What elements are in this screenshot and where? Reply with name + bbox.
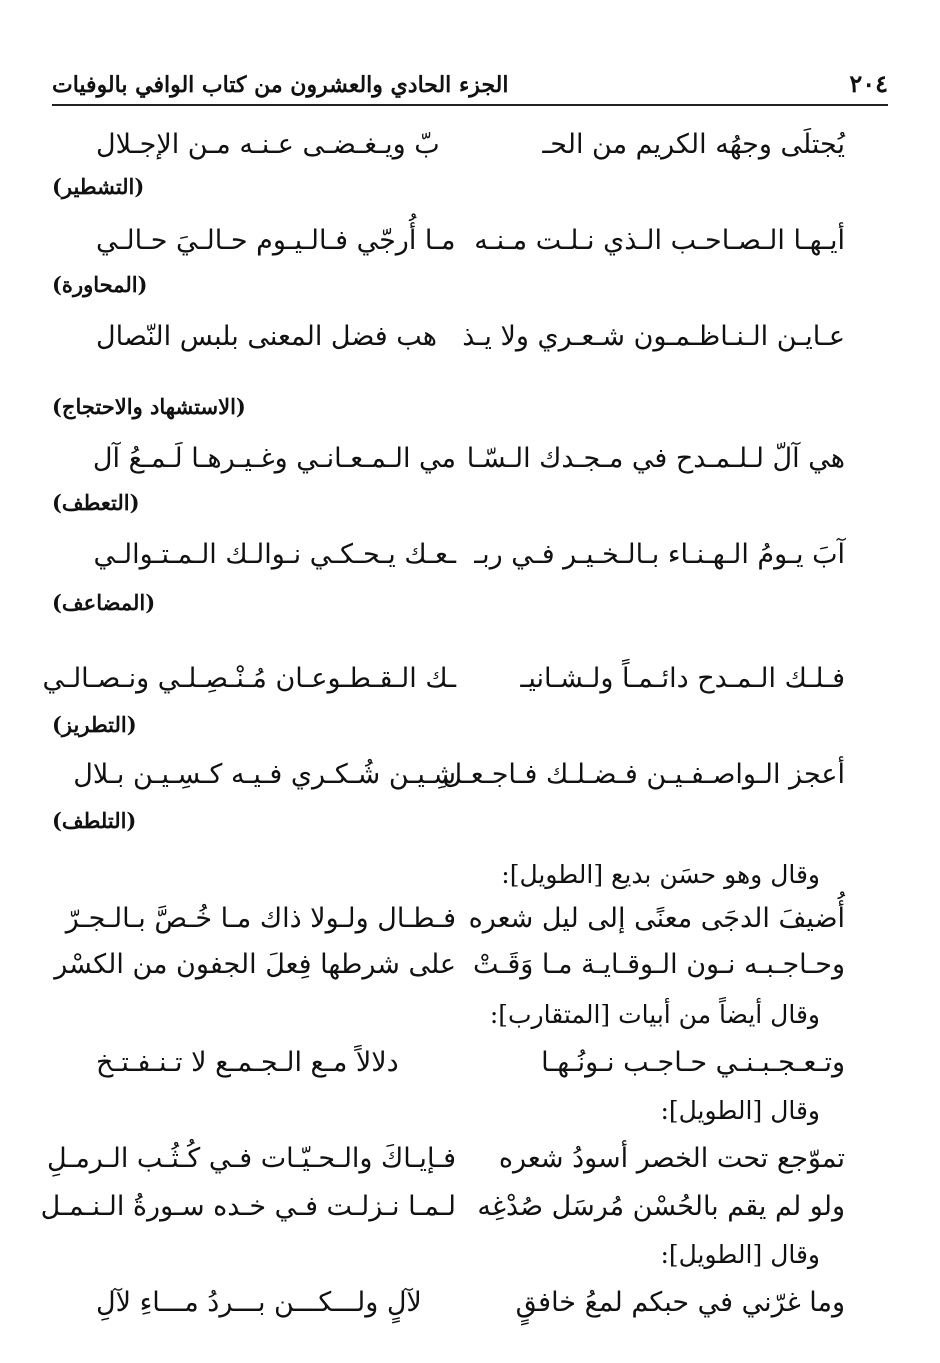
section-intro: وقال وهو حسَن بديع [الطويل]: <box>501 860 820 889</box>
verse-second-hemistich: ـك الـقـطـوعـان مُـنْـصِـلـي ونـصـالـي <box>42 663 456 694</box>
verse-line <box>52 436 845 482</box>
verse-line <box>52 1280 845 1326</box>
verse-line <box>52 1040 845 1086</box>
device-label: (التطريز) <box>52 712 137 737</box>
device-label: (المضاعف) <box>52 590 156 615</box>
verse-second-hemistich: على شرطها فِعلَ الجفون من الكسْر <box>54 949 456 980</box>
verse-line <box>46 1136 845 1182</box>
verse-second-hemistich: هب فضل المعنى بلبس النّصال <box>96 321 438 352</box>
verse-line <box>52 752 845 798</box>
verse-second-hemistich: مـا أُرجّي فـالـيـوم حـالـيَ حـالـي <box>96 225 456 256</box>
section-intro: وقال [الطويل]: <box>660 1096 820 1125</box>
verse-line <box>52 122 845 168</box>
verse-first-hemistich: وتـعـجـبـنـي حـاجـب نـونُـهـا <box>541 1047 845 1078</box>
verse-line <box>52 896 845 942</box>
section-intro: وقال [الطويل]: <box>660 1240 820 1269</box>
verse-first-hemistich: تموّجع تحت الخصر أسودُ شعره <box>498 1143 845 1174</box>
page-header <box>52 58 888 106</box>
verse-second-hemistich: دلالاً مـع الـجـمـع لا تـنـفـتـخ <box>96 1047 399 1078</box>
device-label: (التعطف) <box>52 490 140 515</box>
verse-first-hemistich: أعجز الـواصـفـيـن فـضـلـك فـاجـعـل <box>442 759 845 790</box>
verse-line <box>52 532 845 578</box>
verse-first-hemistich: وحـاجـبـه نـون الـوقـايـة مـا وَقَـتْ <box>472 949 845 980</box>
verse-first-hemistich: أيـهـا الـصـاحـب الـذي نـلـت مـنـه <box>474 225 845 256</box>
verse-second-hemistich: لـمـا نـزلـت فـي خـده سـورةُ الـنـمـل <box>40 1191 456 1222</box>
verse-first-hemistich: فـلـك الـمـدح دائـمـاً ولـشـانيـ <box>520 663 845 694</box>
verse-first-hemistich: يُجتلَى وجهُه الكريم من الحـ <box>542 129 845 160</box>
page-number: ٢٠٤ <box>849 69 888 98</box>
verse-second-hemistich: فـإيـاكَ والـحـيّـات فـي كُـثُـب الـرمـلِ <box>46 1143 456 1174</box>
verse-second-hemistich: فـطـال ولـولا ذاك مـا خُـصَّ بـالـجـرّ <box>65 903 456 934</box>
device-label: (الاستشهاد والاحتجاج) <box>52 394 246 419</box>
verse-first-hemistich: ولو لم يقم بالحُسْن مُرسَل صُدْغِه <box>477 1191 845 1222</box>
device-label: (المحاورة) <box>52 272 148 297</box>
verse-first-hemistich: عـايـن الـنـاظـمـون شـعـري ولا يـذ <box>462 321 845 352</box>
running-title: الجزء الحادي والعشرون من كتاب الوافي بالوفيات <box>52 72 509 98</box>
verse-second-hemistich: مي الـمـعـانـي وغـيـرهـا لَـمـعُ آل <box>92 443 456 474</box>
verse-line <box>52 218 845 264</box>
verse-line <box>52 314 845 360</box>
verse-first-hemistich: آبَ يـومُ الـهـنـاء بـالـخـيـر فـي ربـ <box>474 539 845 570</box>
verse-first-hemistich: وما غرّني في حبكم لمعُ خافقٍ <box>515 1287 845 1318</box>
verse-second-hemistich: بّ ويـغـضـى عـنـه مـن الإجـلال <box>96 129 440 160</box>
verse-line <box>52 942 845 988</box>
verse-first-hemistich: أُضيفَ الدجَى معنًى إلى ليل شعره <box>468 903 845 934</box>
verse-first-hemistich: هي آلّ لـلـمـدح في مـجـدك الـسّـا <box>466 443 845 474</box>
device-label: (التلطف) <box>52 808 137 833</box>
verse-second-hemistich: شِـيـن شُـكـري فـيـه كـسِـيـن بـلال <box>73 759 456 790</box>
verse-second-hemistich: ـعـك يـحـكـي نـوالـك الـمـتـوالـي <box>93 539 456 570</box>
verse-line <box>40 1184 845 1230</box>
verse-second-hemistich: لآلٍ ولـــكـــن بـــردُ مـــاءِ لآلِ <box>96 1287 422 1318</box>
device-label: (التشطير) <box>52 174 145 199</box>
verse-line <box>42 656 845 702</box>
section-intro: وقال أيضاً من أبيات [المتقارب]: <box>489 1000 820 1029</box>
